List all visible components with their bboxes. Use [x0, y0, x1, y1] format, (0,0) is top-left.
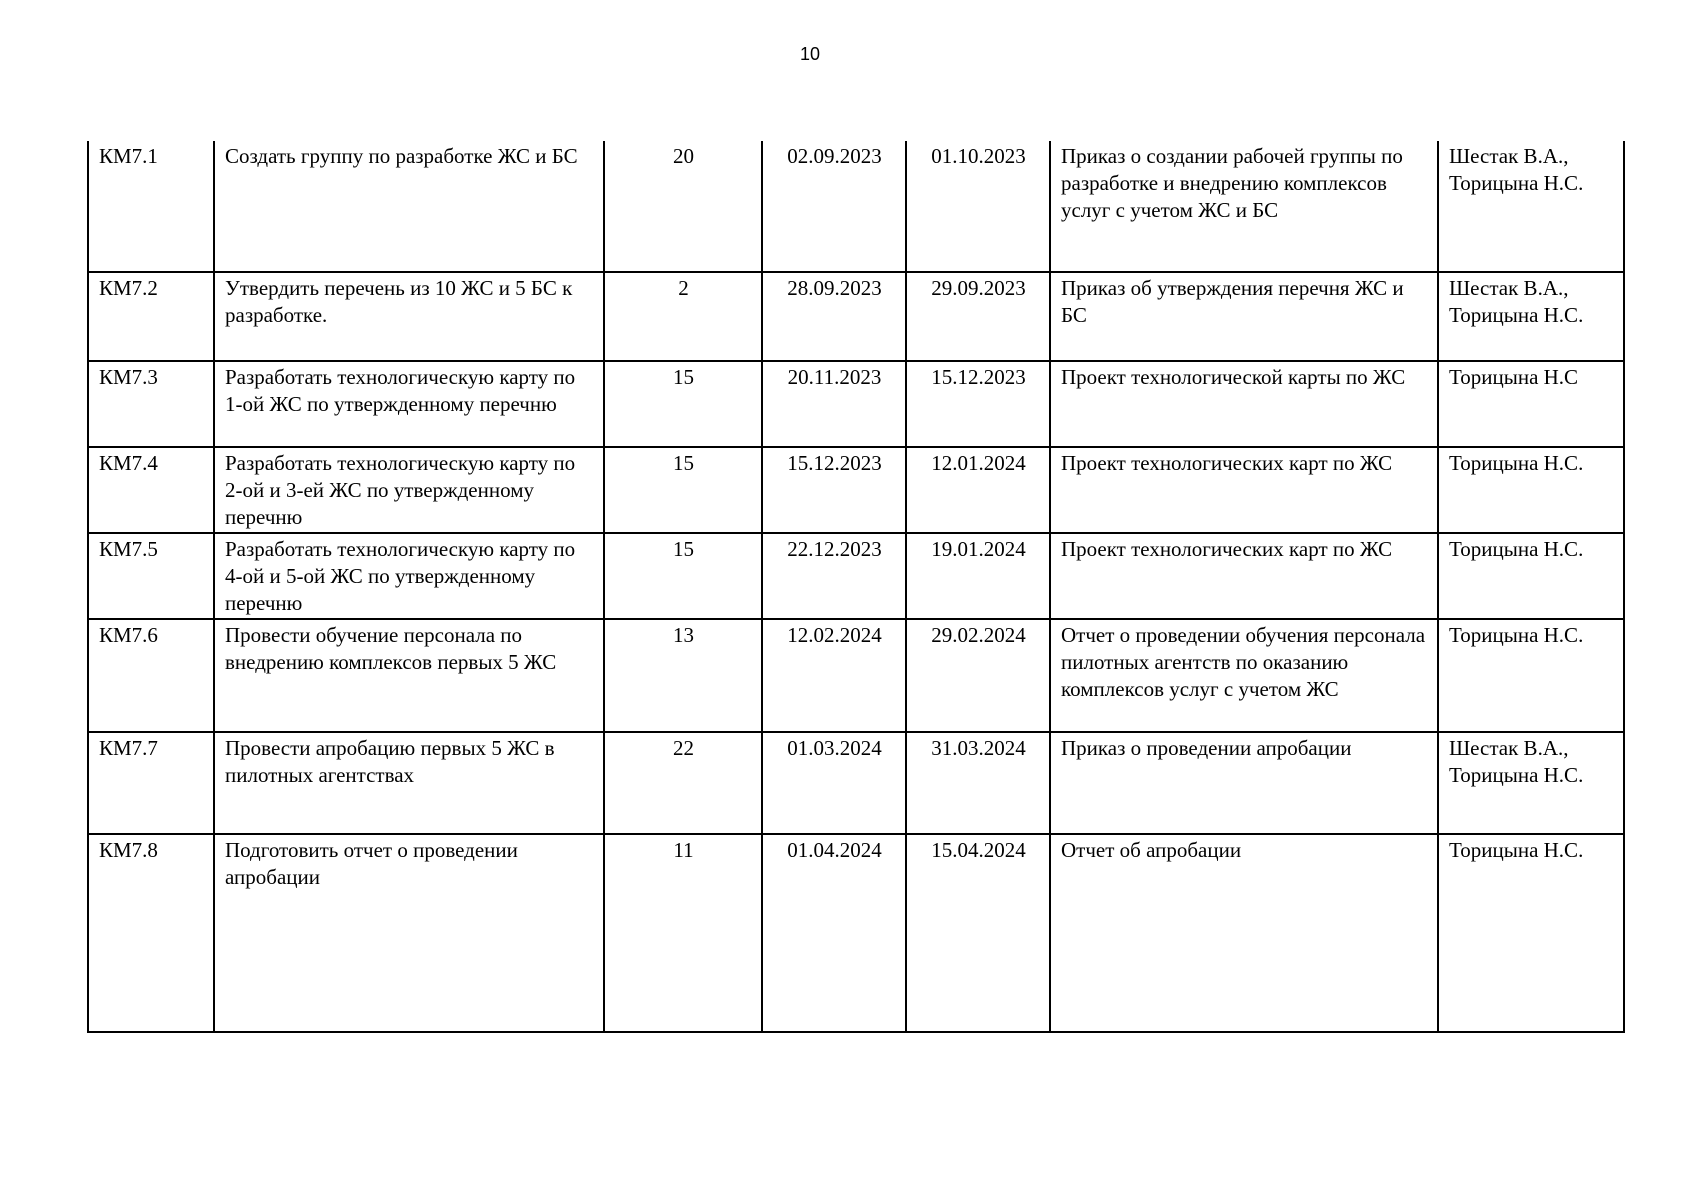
responsible-cell: Торицына Н.С. [1438, 834, 1624, 1032]
table-row [88, 141, 1624, 272]
milestone-code-cell: КМ7.4 [88, 447, 214, 533]
responsible-cell: Торицына Н.С. [1438, 619, 1624, 732]
responsible-cell: Торицына Н.С [1438, 361, 1624, 447]
result-cell: Проект технологических карт по ЖС [1050, 447, 1438, 533]
result-cell: Приказ об утверждения перечня ЖС и БС [1050, 272, 1438, 361]
start-date-cell: 15.12.2023 [762, 447, 906, 533]
duration-days-cell: 15 [604, 533, 762, 619]
table-row [88, 732, 1624, 834]
duration-days-cell: 15 [604, 447, 762, 533]
responsible-cell: Торицына Н.С. [1438, 533, 1624, 619]
task-cell: Утвердить перечень из 10 ЖС и 5 БС к разработке. [214, 272, 604, 361]
table-row [88, 619, 1624, 732]
responsible-cell: Торицына Н.С. [1438, 447, 1624, 533]
start-date-cell: 28.09.2023 [762, 272, 906, 361]
task-cell: Провести апробацию первых 5 ЖС в пилотных агентствах [214, 732, 604, 834]
milestone-code-cell: КМ7.6 [88, 619, 214, 732]
table-row [88, 447, 1624, 533]
table-row [88, 272, 1624, 361]
task-cell: Создать группу по разработке ЖС и БС [214, 141, 604, 272]
milestone-code-cell: КМ7.1 [88, 141, 214, 272]
end-date-cell: 01.10.2023 [906, 141, 1050, 272]
start-date-cell: 12.02.2024 [762, 619, 906, 732]
responsible-cell: Шестак В.А., Торицына Н.С. [1438, 141, 1624, 272]
end-date-cell: 15.04.2024 [906, 834, 1050, 1032]
end-date-cell: 19.01.2024 [906, 533, 1050, 619]
duration-days-cell: 15 [604, 361, 762, 447]
result-cell: Проект технологической карты по ЖС [1050, 361, 1438, 447]
task-cell: Разработать технологическую карту по 1-ой ЖС по утвержденному перечню [214, 361, 604, 447]
duration-days-cell: 2 [604, 272, 762, 361]
end-date-cell: 12.01.2024 [906, 447, 1050, 533]
task-cell: Провести обучение персонала по внедрению комплексов первых 5 ЖС [214, 619, 604, 732]
duration-days-cell: 22 [604, 732, 762, 834]
end-date-cell: 15.12.2023 [906, 361, 1050, 447]
result-cell: Приказ о проведении апробации [1050, 732, 1438, 834]
result-cell: Отчет о проведении обучения персонала пилотных агентств по оказанию комплексов услуг с учетом ЖС [1050, 619, 1438, 732]
result-cell: Проект технологических карт по ЖС [1050, 533, 1438, 619]
milestone-code-cell: КМ7.8 [88, 834, 214, 1032]
milestone-code-cell: КМ7.2 [88, 272, 214, 361]
duration-days-cell: 20 [604, 141, 762, 272]
duration-days-cell: 13 [604, 619, 762, 732]
start-date-cell: 22.12.2023 [762, 533, 906, 619]
task-cell: Подготовить отчет о проведении апробации [214, 834, 604, 1032]
responsible-cell: Шестак В.А., Торицына Н.С. [1438, 732, 1624, 834]
task-cell: Разработать технологическую карту по 2-ой и 3-ей ЖС по утвержденному перечню [214, 447, 604, 533]
result-cell: Отчет об апробации [1050, 834, 1438, 1032]
end-date-cell: 29.09.2023 [906, 272, 1050, 361]
start-date-cell: 01.04.2024 [762, 834, 906, 1032]
responsible-cell: Шестак В.А., Торицына Н.С. [1438, 272, 1624, 361]
milestone-table [87, 141, 1625, 1033]
milestone-code-cell: КМ7.5 [88, 533, 214, 619]
result-cell: Приказ о создании рабочей группы по разработке и внедрению комплексов услуг с учетом ЖС и БС [1050, 141, 1438, 272]
start-date-cell: 02.09.2023 [762, 141, 906, 272]
milestone-code-cell: КМ7.7 [88, 732, 214, 834]
task-cell: Разработать технологическую карту по 4-ой и 5-ой ЖС по утвержденному перечню [214, 533, 604, 619]
table-row [88, 834, 1624, 1032]
duration-days-cell: 11 [604, 834, 762, 1032]
end-date-cell: 31.03.2024 [906, 732, 1050, 834]
end-date-cell: 29.02.2024 [906, 619, 1050, 732]
table-row [88, 361, 1624, 447]
page-number: 10 [799, 44, 821, 64]
start-date-cell: 20.11.2023 [762, 361, 906, 447]
table-row [88, 533, 1624, 619]
milestone-code-cell: КМ7.3 [88, 361, 214, 447]
start-date-cell: 01.03.2024 [762, 732, 906, 834]
